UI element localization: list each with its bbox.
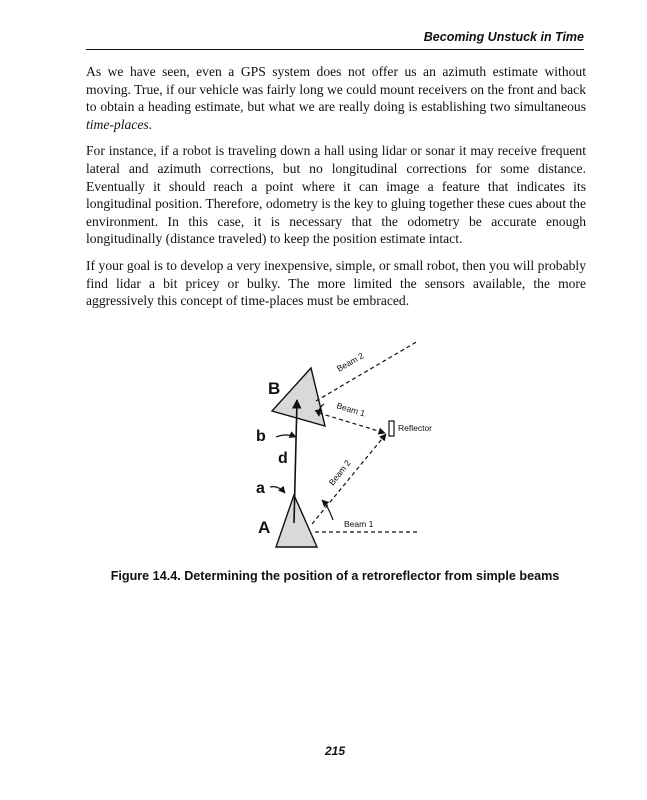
angle-arrow-b (276, 435, 296, 437)
figure-diagram (240, 338, 440, 553)
paragraph-1-text: As we have seen, even a GPS system does not offer us an azimuth estimate without moving. True, if our vehicle was fairly long we could mount receivers on the front and back to obtain a heading estimate, but what we are really doing is establishing two simultaneous (86, 64, 586, 115)
angle-arrow-lower-right (322, 500, 333, 520)
label-beam-1-lower: Beam 1 (344, 519, 374, 529)
paragraph-1-emphasis: time-places (86, 116, 149, 132)
label-d: d (278, 450, 288, 467)
beam-2-lower-line (312, 434, 386, 524)
paragraph-1 (86, 63, 586, 133)
beam-2-upper-line (316, 341, 418, 401)
label-beam-1-upper: Beam 1 (335, 400, 367, 419)
label-b: b (256, 428, 266, 445)
beam-1-upper-line (319, 413, 385, 433)
robot-position-a-triangle (276, 495, 317, 547)
label-A: A (258, 518, 271, 537)
label-beam-2-lower: Beam 2 (326, 457, 353, 488)
running-header: Becoming Unstuck in Time (423, 30, 584, 44)
beam-diagram (240, 338, 440, 553)
page-number: 215 (324, 744, 346, 758)
angle-arrow-a (270, 487, 285, 493)
label-B: B (268, 379, 281, 398)
header-rule (86, 49, 584, 50)
paragraph-3: If your goal is to develop a very inexpensive, simple, or small robot, then you will probably find lidar a bit pricey or bulky. The more limited the sensors available, the more aggressively this concept of time-places must be embraced. (86, 257, 586, 309)
reflector-icon (389, 421, 394, 436)
label-reflector: Reflector (398, 423, 433, 433)
label-a: a (256, 480, 265, 497)
paragraph-1-end: . (148, 116, 153, 132)
figure-caption: Figure 14.4. Determining the position of a retroreflector from simple beams (110, 569, 560, 583)
paragraph-2: For instance, if a robot is traveling down a hall using lidar or sonar it may receive frequent lateral and azimuth corrections, but no longitudinal corrections for some distance. Eventually it should reach a point where it can image a feature that indicates its longitudinal position. Therefore, odometry is the key to gluing together these cues about the environment. In this case, it is necessary that the odometry be accurate enough longitudinally (distance traveled) to keep the position estimate intact. (86, 143, 586, 247)
body-text (86, 63, 586, 319)
label-beam-2-upper: Beam 2 (335, 350, 366, 374)
